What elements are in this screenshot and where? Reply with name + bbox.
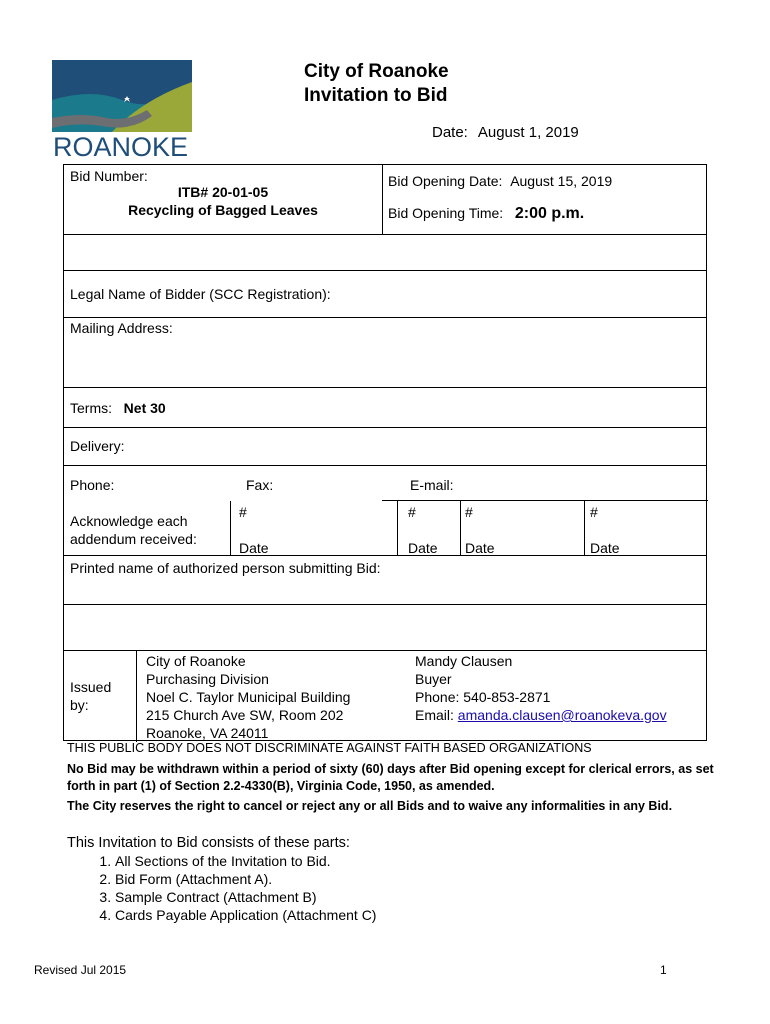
terms-value: Net 30	[123, 400, 166, 416]
issuer-org-line-4: 215 Church Ave SW, Room 202	[146, 707, 344, 723]
bid-opening-date-label: Bid Opening Date:	[388, 173, 503, 189]
issuer-org-line-5: Roanoke, VA 24011	[146, 725, 269, 741]
contact-email-link[interactable]: amanda.clausen@roanokeva.gov	[457, 707, 667, 723]
contact-name: Mandy Clausen	[415, 653, 513, 669]
parts-intro: This Invitation to Bid consists of these parts:	[67, 835, 350, 851]
addendum-2-date: Date	[408, 540, 438, 556]
delivery-label: Delivery:	[70, 438, 125, 454]
parts-item: 2. Bid Form (Attachment A).	[115, 870, 376, 888]
addendum-2-number: #	[408, 504, 416, 520]
issuer-org-line-2: Purchasing Division	[146, 671, 269, 687]
terms	[70, 400, 166, 417]
email-label: E-mail:	[410, 477, 454, 493]
addendum-1-date: Date	[239, 540, 269, 556]
parts-list	[67, 852, 376, 924]
bid-form	[63, 164, 707, 741]
issued-by-label-2: by:	[70, 697, 89, 713]
bid-title: Recycling of Bagged Leaves	[128, 202, 318, 218]
page-number: 1	[660, 963, 667, 977]
bid-opening-time-label: Bid Opening Time:	[388, 205, 504, 221]
contact-email-label: Email:	[415, 707, 454, 723]
printed-name-label: Printed name of authorized person submitting Bid:	[70, 560, 381, 576]
reservation-clause: The City reserves the right to cancel or reject any or all Bids and to waive any informalities in any Bid.	[67, 799, 673, 813]
non-discrimination-notice: THIS PUBLIC BODY DOES NOT DISCRIMINATE AGAINST FAITH BASED ORGANIZATIONS	[67, 741, 592, 755]
addendum-1-number: #	[239, 504, 247, 520]
withdrawal-clause: No Bid may be withdrawn within a period of sixty (60) days after Bid opening except for clerical errors, as set forth in part (1) of Section 2.2-4330(B), Virginia Code, 1950, as amended.	[67, 762, 714, 793]
addendum-label-line-2: addendum received:	[70, 531, 197, 547]
parts-item: 3. Sample Contract (Attachment B)	[115, 888, 376, 906]
addendum-4-number: #	[590, 504, 598, 520]
bid-opening-time	[388, 205, 584, 222]
revision-note: Revised Jul 2015	[34, 963, 127, 977]
parts-item: 4. Cards Payable Application (Attachment C)	[115, 906, 376, 924]
contact-title: Buyer	[415, 671, 452, 687]
legal-name-label: Legal Name of Bidder (SCC Registration):	[70, 286, 331, 302]
itb-parts	[67, 834, 376, 924]
bid-opening-time-value: 2:00 p.m.	[514, 205, 585, 222]
contact-email-line	[415, 707, 667, 724]
addendum-label-line-1: Acknowledge each	[70, 513, 188, 529]
date-label: Date:	[432, 124, 468, 141]
issue-date	[432, 124, 579, 141]
parts-item: 1. All Sections of the Invitation to Bid.	[115, 852, 376, 870]
terms-label: Terms:	[70, 400, 112, 416]
bid-number: ITB# 20-01-05	[177, 184, 269, 200]
addendum-3-number: #	[465, 504, 473, 520]
page-title	[304, 60, 449, 108]
mailing-address-label: Mailing Address:	[70, 320, 173, 336]
roanoke-logo-mark-icon	[52, 60, 194, 160]
title-line-2: Invitation to Bid	[304, 85, 448, 106]
bid-opening-date-value: August 15, 2019	[510, 173, 613, 189]
issuer-org-line-1: City of Roanoke	[146, 653, 246, 669]
fax-label: Fax:	[246, 477, 274, 493]
bid-opening-date	[388, 173, 612, 190]
roanoke-logo	[52, 60, 194, 160]
addendum-4-date: Date	[590, 540, 620, 556]
date-value: August 1, 2019	[477, 124, 579, 141]
phone-label: Phone:	[70, 477, 115, 493]
title-line-1: City of Roanoke	[304, 61, 449, 82]
issued-by-label-1: Issued	[70, 679, 112, 695]
bid-number-label: Bid Number:	[70, 168, 148, 184]
svg-text:ROANOKE: ROANOKE	[53, 132, 189, 160]
issuer-org-line-3: Noel C. Taylor Municipal Building	[146, 689, 351, 705]
contact-phone: Phone: 540-853-2871	[415, 689, 551, 705]
addendum-3-date: Date	[465, 540, 495, 556]
